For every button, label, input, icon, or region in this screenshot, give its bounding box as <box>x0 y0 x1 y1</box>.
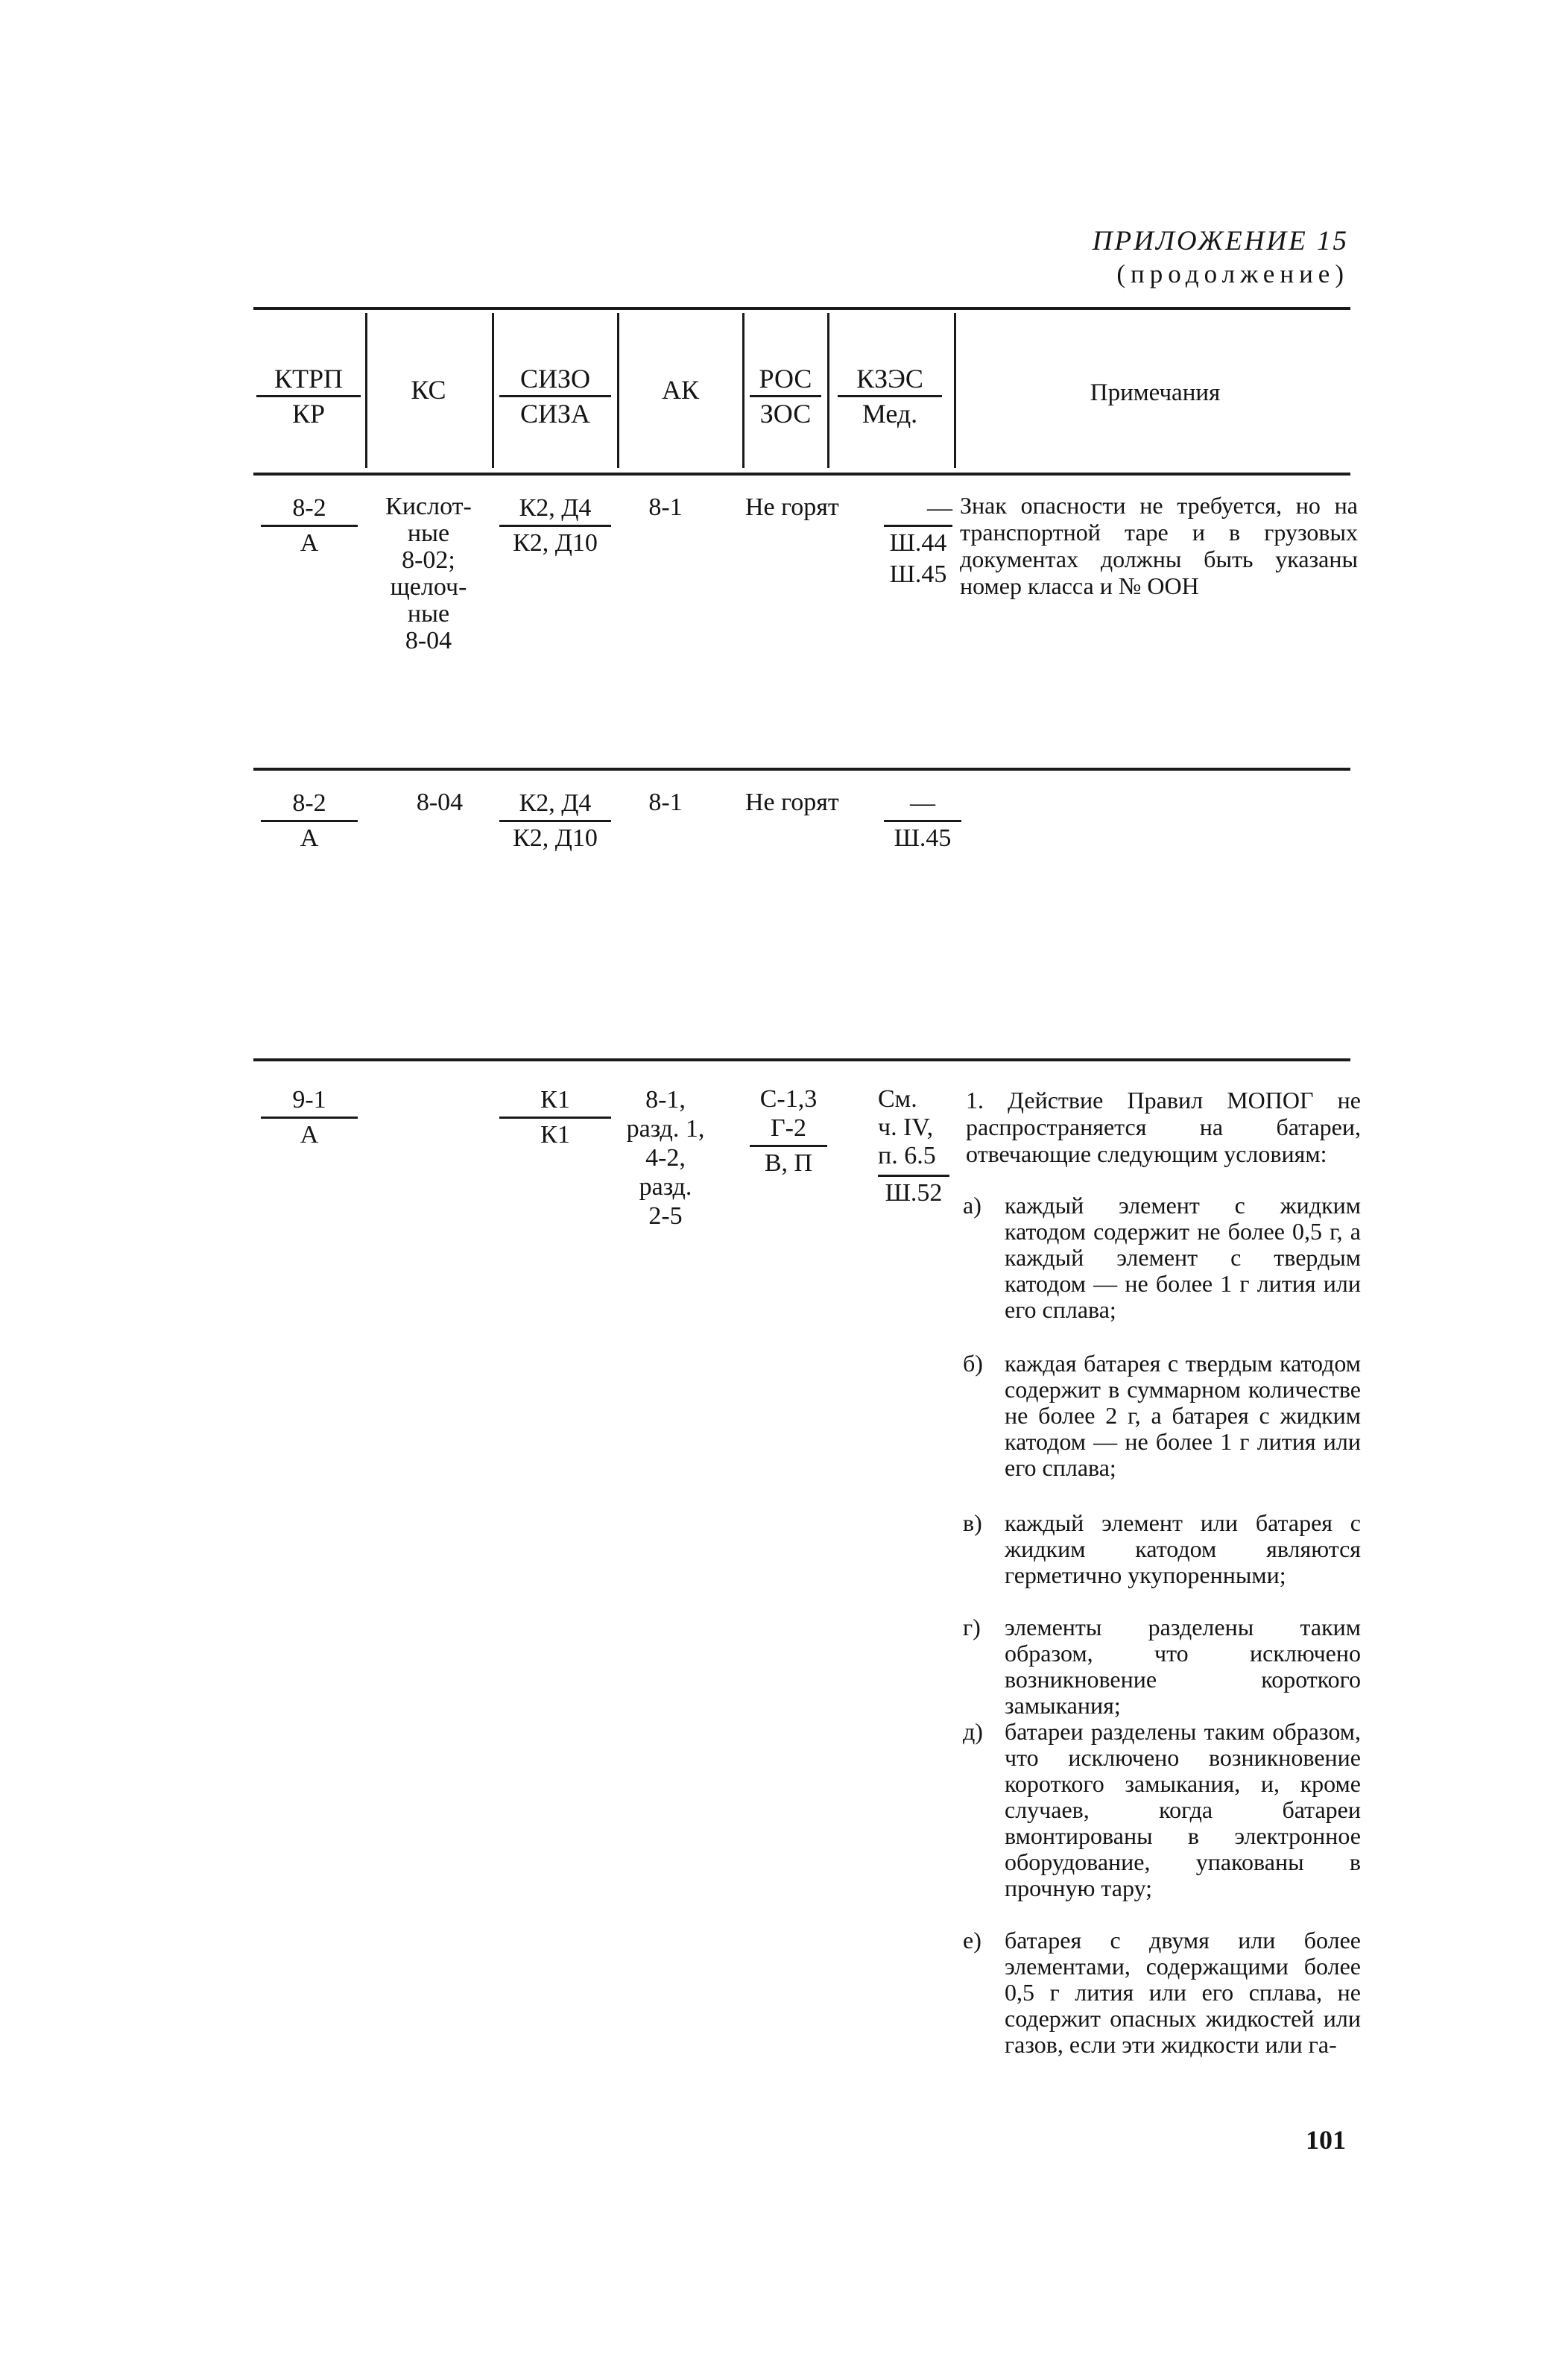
row1-ks: Кислот- ные 8-02; щелоч- ные 8-04 <box>385 493 472 654</box>
row2-ks: 8-04 <box>416 789 464 816</box>
table-header-rule <box>253 473 1350 476</box>
appendix-subtitle: (продолжение) <box>1116 259 1349 288</box>
row3-ktrp: 9-1 А <box>261 1085 358 1150</box>
row2-sizo: К2, Д4 К2, Д10 <box>499 789 611 853</box>
col-header-sizo: СИЗО СИЗА <box>499 364 611 429</box>
row2-kzes: — Ш.45 <box>884 789 961 853</box>
header-col-sep-4 <box>742 313 745 468</box>
row2-ak: 8-1 <box>648 789 683 816</box>
header-col-sep-6 <box>954 313 956 468</box>
col-header-ak: АК <box>661 375 699 405</box>
row-divider-2 <box>253 1058 1350 1061</box>
row1-kzes: — Ш.44 Ш.45 <box>884 493 952 590</box>
row1-notes: Знак опасности не требуется, но на транспортной таре и в грузовых документах должны быть указаны номер класса и № ООН <box>960 492 1358 599</box>
appendix-title: ПРИЛОЖЕНИЕ 15 <box>1092 226 1349 256</box>
row1-ak: 8-1 <box>648 493 683 521</box>
row3-notes-intro: 1. Действие Правил МОПОГ не распространяется на батареи, отвечающие следующим условиям: <box>966 1087 1361 1167</box>
table-top-rule <box>253 307 1350 310</box>
list-item: а) каждый элемент с жидким катодом содержит не более 0,5 г, а каждый элемент с твердым катодом — не более 1 г лития или его сплава; <box>963 1192 1361 1323</box>
row2-ktrp: 8-2 А <box>261 789 358 853</box>
list-item: е) батарея с двумя или более элементами, содержащими более 0,5 г лития или его сплава, не содержит опасных жидкостей или газов, если эти жидкости или га- <box>963 1927 1361 2058</box>
list-item: б) каждая батарея с твердым катодом содержит в суммарном количестве не более 2 г, а батарея с жидким катодом — не более 1 г лития или его сплава; <box>963 1350 1361 1481</box>
row3-ak: 8-1, разд. 1, 4-2, разд. 2-5 <box>626 1086 705 1230</box>
row3-sizo: К1 К1 <box>499 1085 611 1150</box>
row-divider-1 <box>253 768 1350 771</box>
list-item: д) батареи разделены таким образом, что исключено возникновение короткого замыкания, и, кроме случаев, когда батареи вмонтированы в электронное оборудование, упакованы в прочную тару; <box>963 1718 1361 1901</box>
col-header-ros: РОС ЗОС <box>750 364 821 429</box>
col-header-notes: Примечания <box>1090 379 1221 406</box>
row1-sizo: К2, Д4 К2, Д10 <box>499 493 611 558</box>
header-col-sep-2 <box>492 313 494 468</box>
row2-ros: Не горят <box>745 789 839 816</box>
row3-ros: С-1,3 Г-2 В, П <box>744 1085 833 1178</box>
col-header-kzes: КЗЭС Мед. <box>838 364 942 429</box>
col-header-ks: КС <box>411 375 446 405</box>
row1-ros: Не горят <box>745 493 839 521</box>
header-col-sep-1 <box>365 313 367 468</box>
header-col-sep-5 <box>827 313 829 468</box>
col-header-ktrp: КТРП КР <box>256 364 361 429</box>
header-col-sep-3 <box>617 313 619 468</box>
row3-kzes: См. ч. IV, п. 6.5 Ш.52 <box>878 1085 960 1208</box>
page-number: 101 <box>1306 2125 1346 2155</box>
row1-ktrp: 8-2 А <box>261 493 358 558</box>
list-item: в) каждый элемент или батарея с жидким катодом являются герметично укупоренными; <box>963 1509 1361 1588</box>
list-item: г) элементы разделены таким образом, что исключено возникновение короткого замыкания; <box>963 1614 1361 1719</box>
